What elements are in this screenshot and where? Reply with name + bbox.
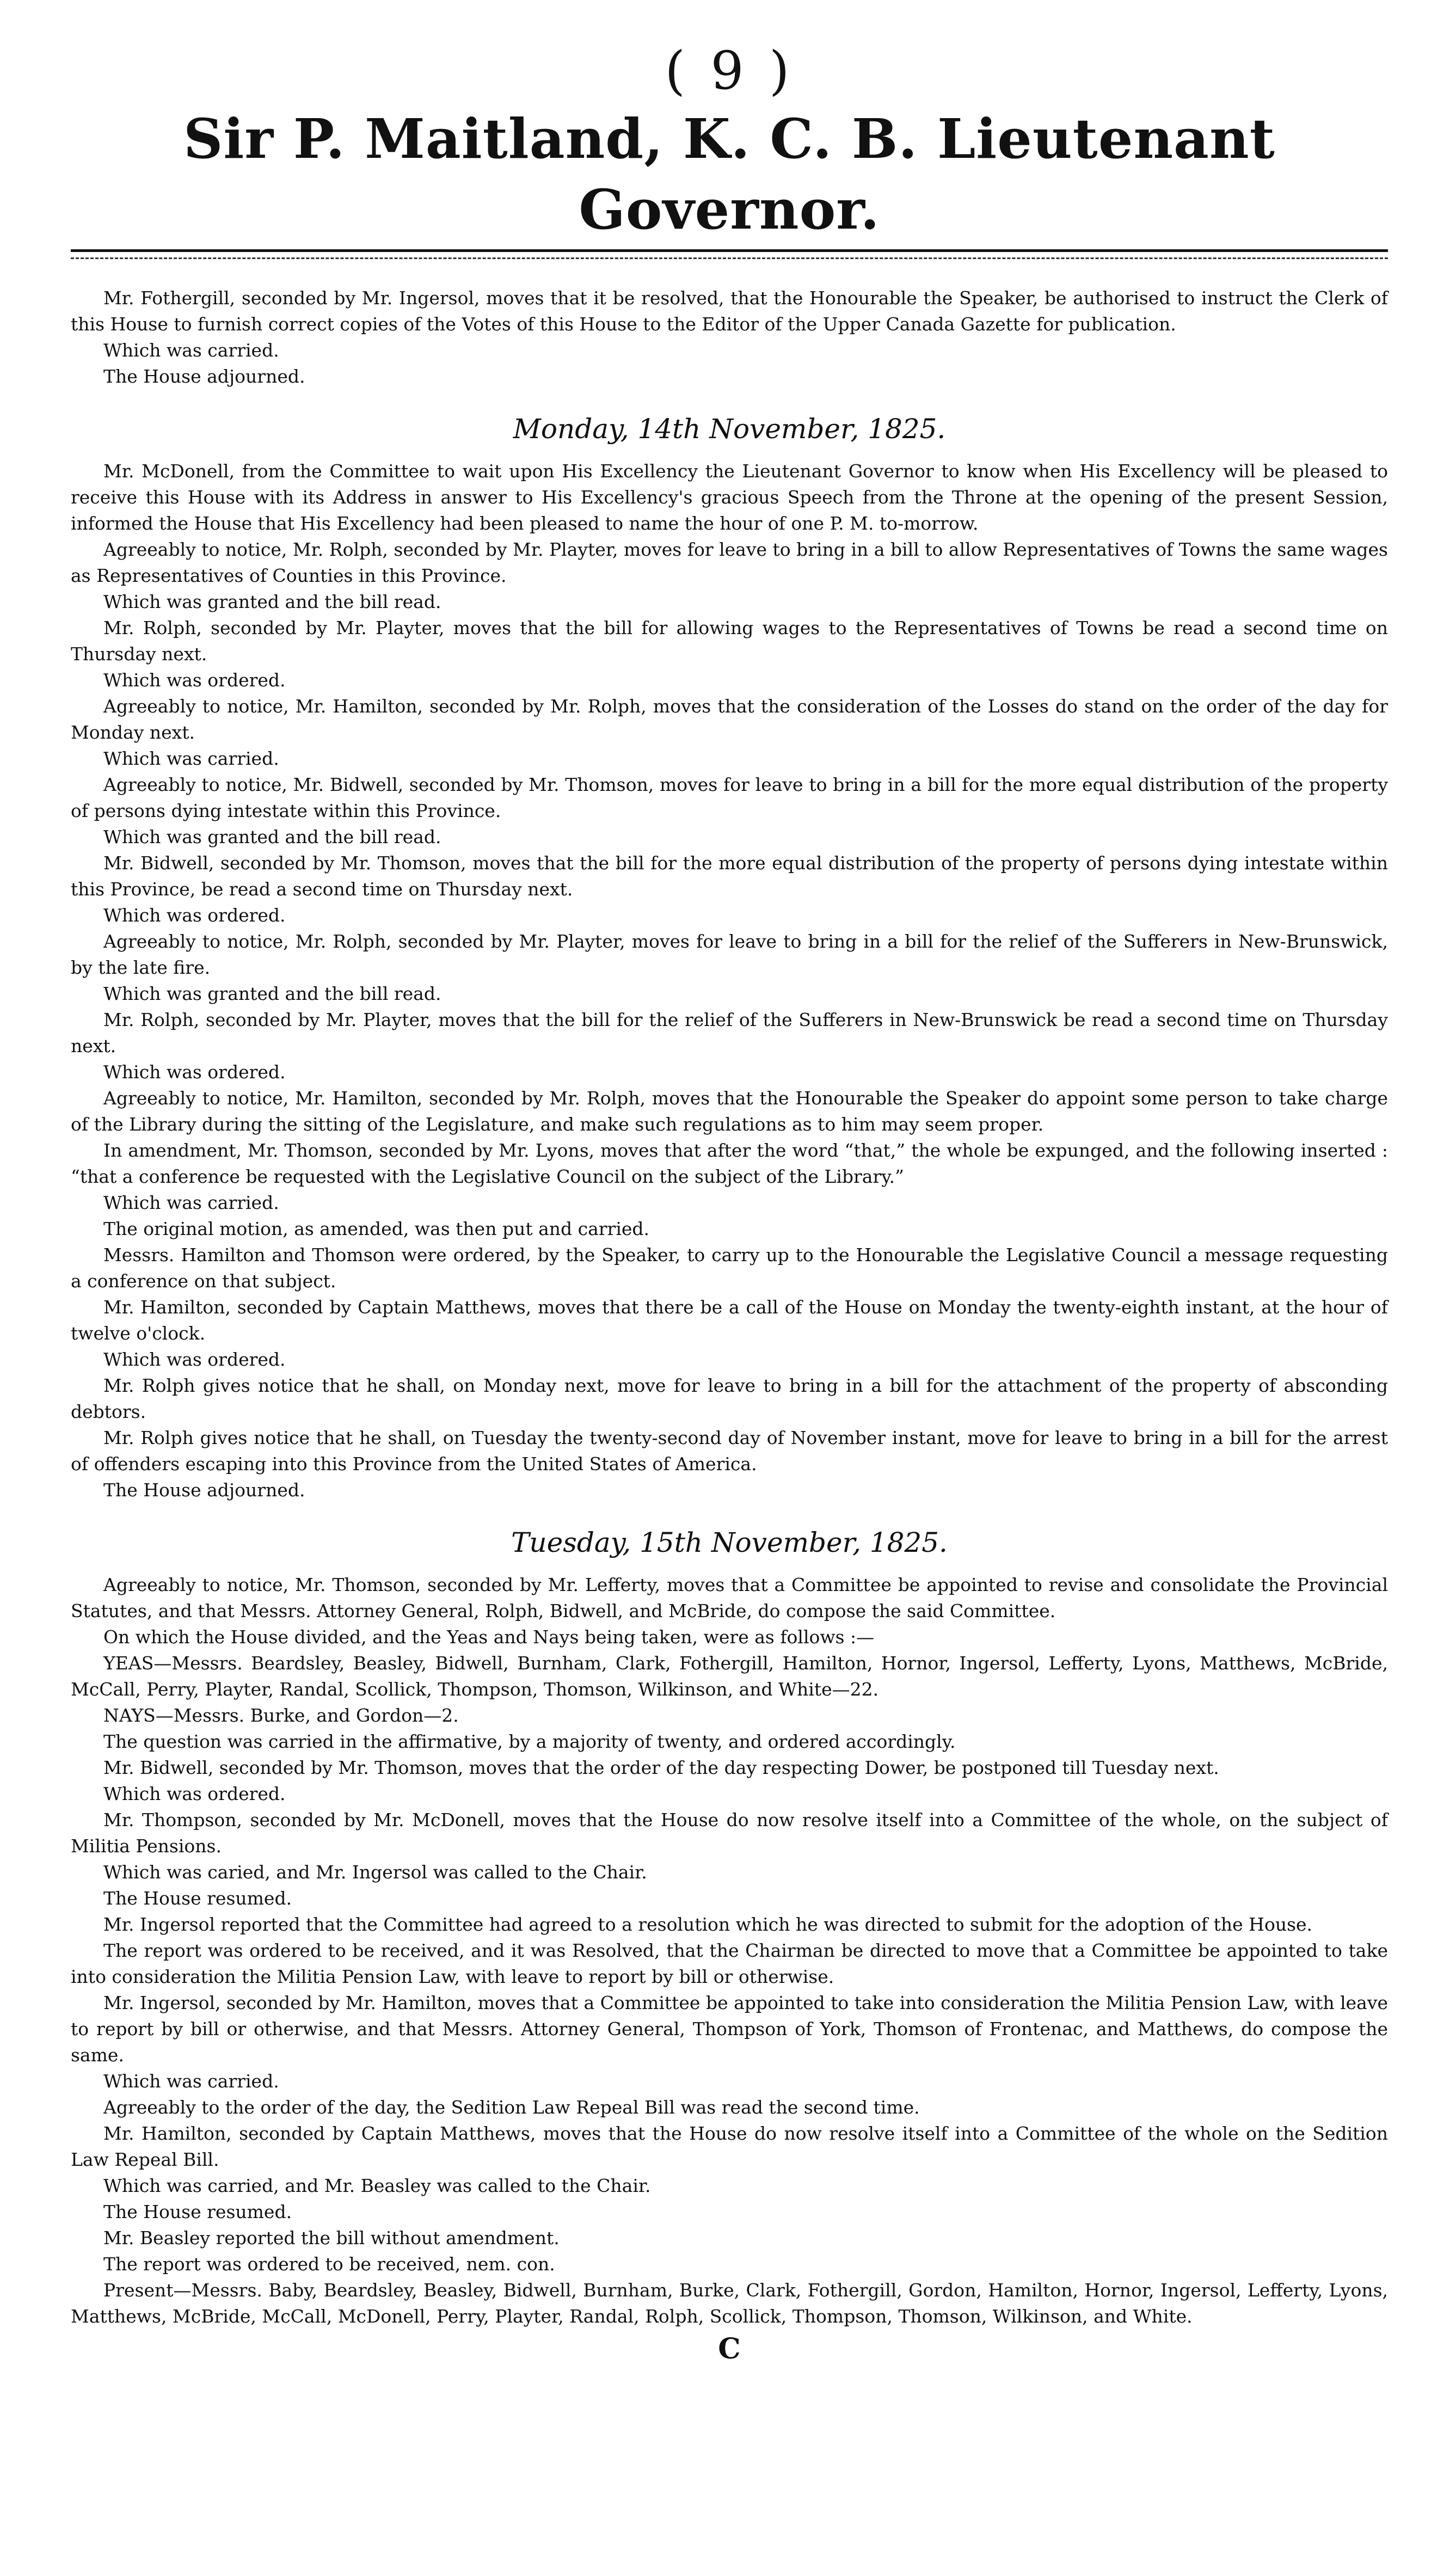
intro-block bbox=[71, 285, 1388, 390]
paragraph: Mr. Rolph gives notice that he shall, on Tuesday the twenty-second day of November instant, move for leave to bring in a bill for the arrest of offenders escaping into this Province from the United States of America. bbox=[71, 1427, 1388, 1475]
paragraph: Which was granted and the bill read. bbox=[103, 983, 441, 1004]
paragraph: Present—Messrs. Baby, Beardsley, Beasley, Bidwell, Burnham, Burke, Clark, Fothergill, Gordon, Hamilton, Hornor, Ingersol, Lefferty, Lyons, Matthews, McBride, McCall, McDonell, Perry, Playter, Randal, Rolph, Scollick, Thompson, Thomson, Wilkinson, and White. bbox=[71, 2280, 1388, 2327]
paragraph: Agreeably to notice, Mr. Rolph, seconded by Mr. Playter, moves for leave to bring in a bill for the relief of the Sufferers in New-Brunswick, by the late fire. bbox=[71, 931, 1388, 978]
paragraph: The House adjourned. bbox=[103, 1479, 305, 1501]
section-monday bbox=[71, 411, 1388, 1503]
document-page bbox=[71, 38, 1388, 2366]
paragraph: Mr. Rolph, seconded by Mr. Playter, moves that the bill for allowing wages to the Representatives of Towns be read a second time on Thursday next. bbox=[71, 617, 1388, 665]
section-tuesday bbox=[71, 1525, 1388, 2330]
date-heading: Monday, 14th November, 1825. bbox=[513, 413, 946, 445]
paragraph: The question was carried in the affirmative, by a majority of twenty, and ordered accordingly. bbox=[103, 1731, 956, 1752]
paragraph: Mr. Rolph gives notice that he shall, on Monday next, move for leave to bring in a bill for the attachment of the property of absconding debtors. bbox=[71, 1375, 1388, 1422]
header-rule bbox=[71, 249, 1388, 252]
paragraph: Agreeably to notice, Mr. Bidwell, seconded by Mr. Thomson, moves for leave to bring in a bill for the more equal distribution of the property of persons dying intestate within this Province. bbox=[71, 774, 1388, 821]
paragraph: The House adjourned. bbox=[103, 366, 305, 387]
date-heading: Tuesday, 15th November, 1825. bbox=[511, 1527, 948, 1558]
paragraph: Which was carried. bbox=[103, 2071, 279, 2092]
paragraph: Which was carried. bbox=[103, 748, 279, 769]
paragraph: Messrs. Hamilton and Thomson were ordered, by the Speaker, to carry up to the Honourable the Legislative Council a message requesting a conference on that subject. bbox=[71, 1244, 1388, 1292]
paragraph: The House resumed. bbox=[103, 2201, 292, 2222]
paragraph: The report was ordered to be received, and it was Resolved, that the Chairman be directed to move that a Committee be appointed to take into consideration the Militia Pension Law, with leave to report by bill or otherwise. bbox=[71, 1940, 1388, 1987]
paragraph: Mr. Beasley reported the bill without amendment. bbox=[103, 2227, 560, 2249]
signature-mark: C bbox=[718, 2332, 741, 2366]
paragraph: Mr. Fothergill, seconded by Mr. Ingersol, moves that it be resolved, that the Honourable the Speaker, be authorised to instruct the Clerk of this House to furnish correct copies of the Votes of this House to the Editor of the Upper Canada Gazette for publication. bbox=[71, 287, 1388, 335]
paragraph: Which was ordered. bbox=[103, 905, 286, 926]
paragraph: Which was carried. bbox=[103, 1192, 279, 1213]
paragraph: Which was ordered. bbox=[103, 1061, 286, 1083]
paragraph: The report was ordered to be received, nem. con. bbox=[103, 2253, 555, 2275]
paragraph: The House resumed. bbox=[103, 1888, 292, 1909]
paragraph: On which the House divided, and the Yeas and Nays being taken, were as follows :— bbox=[103, 1626, 875, 1648]
paragraph: Which was granted and the bill read. bbox=[103, 591, 441, 612]
paragraph: Which was granted and the bill read. bbox=[103, 826, 441, 847]
paragraph: Which was carried. bbox=[103, 340, 279, 361]
paragraph: Mr. Ingersol reported that the Committee had agreed to a resolution which he was directed to submit for the adoption of the House. bbox=[103, 1914, 1313, 1935]
paragraph: Agreeably to notice, Mr. Hamilton, seconded by Mr. Rolph, moves that the Honourable the Speaker do appoint some person to take charge of the Library during the sitting of the Legislature, and make such regulations as to him may seem proper. bbox=[71, 1088, 1388, 1135]
paragraph: Mr. Ingersol, seconded by Mr. Hamilton, moves that a Committee be appointed to take into consideration the Militia Pension Law, with leave to report by bill or otherwise, and that Messrs. Attorney General, Thompson of York, Thomson of Frontenac, and Matthews, do compose the same. bbox=[71, 1992, 1388, 2066]
paragraph: NAYS—Messrs. Burke, and Gordon—2. bbox=[103, 1705, 459, 1726]
paragraph: Which was carried, and Mr. Beasley was called to the Chair. bbox=[103, 2175, 651, 2196]
paragraph: Agreeably to notice, Mr. Thomson, seconded by Mr. Lefferty, moves that a Committee be appointed to revise and consolidate the Provincial Statutes, and that Messrs. Attorney General, Rolph, Bidwell, and McBride, do compose the said Committee. bbox=[71, 1574, 1388, 1621]
paragraph: Mr. Hamilton, seconded by Captain Matthews, moves that the House do now resolve itself into a Committee of the whole on the Sedition Law Repeal Bill. bbox=[71, 2123, 1388, 2170]
running-head: Sir P. Maitland, K. C. B. Lieutenant Governor. bbox=[183, 107, 1275, 242]
paragraph: In amendment, Mr. Thomson, seconded by Mr. Lyons, moves that after the word “that,” the whole be expunged, and the following inserted : “that a conference be requested with the Legislative Council on the subject of the Library.” bbox=[71, 1140, 1388, 1187]
paragraph: Mr. Bidwell, seconded by Mr. Thomson, moves that the order of the day respecting Dower, be postponed till Tuesday next. bbox=[103, 1757, 1219, 1778]
paragraph: Mr. Rolph, seconded by Mr. Playter, moves that the bill for the relief of the Sufferers in New-Brunswick be read a second time on Thursday next. bbox=[71, 1009, 1388, 1057]
paragraph: Mr. McDonell, from the Committee to wait upon His Excellency the Lieutenant Governor to know when His Excellency will be pleased to receive this House with its Address in answer to His Excellency's gracious Speech from the Throne at the opening of the present Session, informed the House that His Excellency had been pleased to name the hour of one P. M. to-morrow. bbox=[71, 460, 1388, 534]
paragraph: Agreeably to notice, Mr. Hamilton, seconded by Mr. Rolph, moves that the consideration of the Losses do stand on the order of the day for Monday next. bbox=[71, 696, 1388, 743]
paragraph: Which was ordered. bbox=[103, 1349, 286, 1370]
paragraph: Mr. Thompson, seconded by Mr. McDonell, moves that the House do now resolve itself into a Committee of the whole, on the subject of Militia Pensions. bbox=[71, 1809, 1388, 1857]
paragraph: Agreeably to notice, Mr. Rolph, seconded by Mr. Playter, moves for leave to bring in a bill to allow Representatives of Towns the same wages as Representatives of Counties in this Province. bbox=[71, 539, 1388, 586]
paragraph: Mr. Bidwell, seconded by Mr. Thomson, moves that the bill for the more equal distribution of the property of persons dying intestate within this Province, be read a second time on Thursday next. bbox=[71, 852, 1388, 900]
page-number: ( 9 ) bbox=[665, 40, 794, 101]
header-rule-ornamental bbox=[71, 257, 1388, 259]
paragraph: Agreeably to the order of the day, the Sedition Law Repeal Bill was read the second time. bbox=[103, 2097, 920, 2118]
paragraph: Mr. Hamilton, seconded by Captain Matthews, moves that there be a call of the House on Monday the twenty-eighth instant, at the hour of twelve o'clock. bbox=[71, 1297, 1388, 1344]
paragraph: Which was caried, and Mr. Ingersol was called to the Chair. bbox=[103, 1862, 647, 1883]
paragraph: Which was ordered. bbox=[103, 1783, 286, 1804]
paragraph: Which was ordered. bbox=[103, 670, 286, 691]
paragraph: YEAS—Messrs. Beardsley, Beasley, Bidwell, Burnham, Clark, Fothergill, Hamilton, Hornor, Ingersol, Lefferty, Lyons, Matthews, McBride, McCall, Perry, Playter, Randal, Scollick, Thompson, Thomson, Wilkinson, and White—22. bbox=[71, 1653, 1388, 1700]
paragraph: The original motion, as amended, was then put and carried. bbox=[103, 1218, 650, 1239]
